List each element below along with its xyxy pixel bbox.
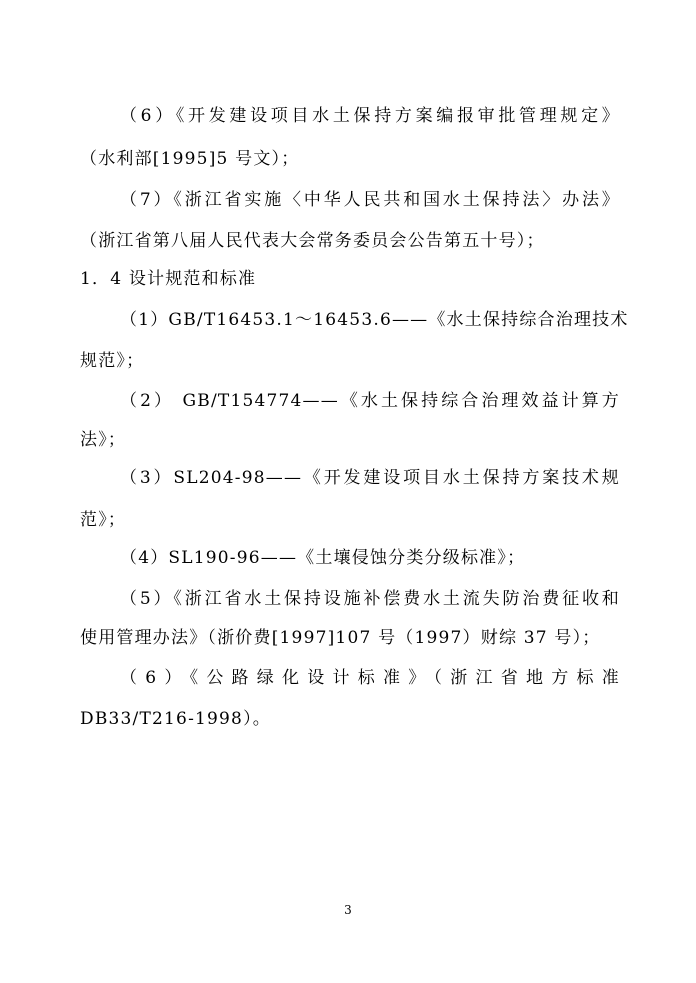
regulation-6-line-2: （水利部[1995]5 号文）； [80, 149, 300, 169]
standard-2-line-1: （2） GB/T154774——《水土保持综合治理效益计算方 [120, 391, 620, 411]
regulation-7-line-1: （7）《浙江省实施〈中华人民共和国水土保持法〉办法》 [120, 190, 620, 210]
standard-1-line-1: （1）GB/T16453.1～16453.6——《水土保持综合治理技术 [120, 310, 629, 330]
standard-4-line-1: （4）SL190-96——《土壤侵蚀分类分级标准》； [120, 548, 526, 568]
standard-6-line-1: （6）《公路绿化设计标准》（浙江省地方标准 [120, 668, 620, 688]
standard-2-line-2: 法》； [80, 430, 127, 450]
standard-1-line-2: 规范》； [80, 351, 145, 371]
standard-3-line-1: （3）SL204-98——《开发建设项目水土保持方案技术规 [120, 468, 620, 488]
standard-6-line-2: DB33/T216-1998）。 [80, 709, 271, 729]
standard-5-line-1: （5）《浙江省水土保持设施补偿费水土流失防治费征收和 [120, 589, 620, 609]
standard-3-line-2: 范》； [80, 510, 127, 530]
regulation-7-line-2: （浙江省第八届人民代表大会常务委员会公告第五十号）； [80, 231, 545, 251]
regulation-6-line-1: （6）《开发建设项目水土保持方案编报审批管理规定》 [120, 106, 620, 126]
section-heading: 1．4 设计规范和标准 [80, 269, 257, 289]
standard-5-line-2: 使用管理办法》（浙价费[1997]107 号（1997）财综 37 号）； [80, 628, 601, 648]
page-number: 3 [344, 903, 352, 917]
